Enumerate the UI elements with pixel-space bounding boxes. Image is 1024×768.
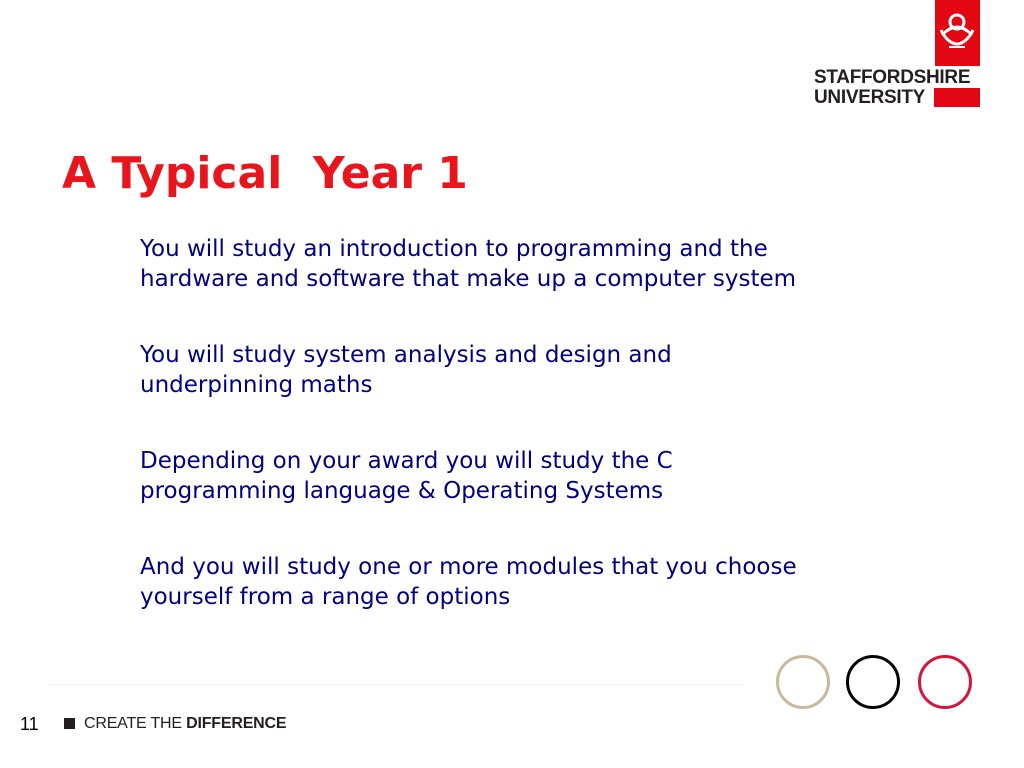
beige-circle-icon xyxy=(776,655,830,709)
logo-name-line2: UNIVERSITY xyxy=(814,87,926,108)
knot-emblem-icon xyxy=(935,0,980,66)
tagline-emphasis: DIFFERENCE xyxy=(186,715,287,732)
logo-name-line1: STAFFORDSHIRE xyxy=(814,67,971,88)
black-circle-icon xyxy=(846,655,900,709)
logo-emblem xyxy=(935,0,980,66)
university-logo xyxy=(814,0,984,112)
bullet-item: Depending on your award you will study the C programming language & Operating Systems xyxy=(140,448,673,504)
bullet-item: And you will study one or more modules that you choose yourself from a range of options xyxy=(140,554,797,610)
tagline-prefix: CREATE THE xyxy=(84,715,187,732)
footer-divider xyxy=(48,684,744,685)
slide-title: A Typical Year 1 xyxy=(62,148,468,199)
square-bullet-icon xyxy=(64,718,75,729)
decorative-circles xyxy=(770,652,982,722)
bullet-item: You will study system analysis and design and underpinning maths xyxy=(140,342,672,398)
bullet-item: You will study an introduction to programming and the hardware and software that make up a computer system xyxy=(140,236,797,292)
footer-tagline xyxy=(84,715,286,733)
logo-red-bar xyxy=(934,88,980,107)
red-circle-icon xyxy=(918,655,972,709)
bullet-list xyxy=(140,234,970,658)
page-number: 11 xyxy=(20,714,39,734)
